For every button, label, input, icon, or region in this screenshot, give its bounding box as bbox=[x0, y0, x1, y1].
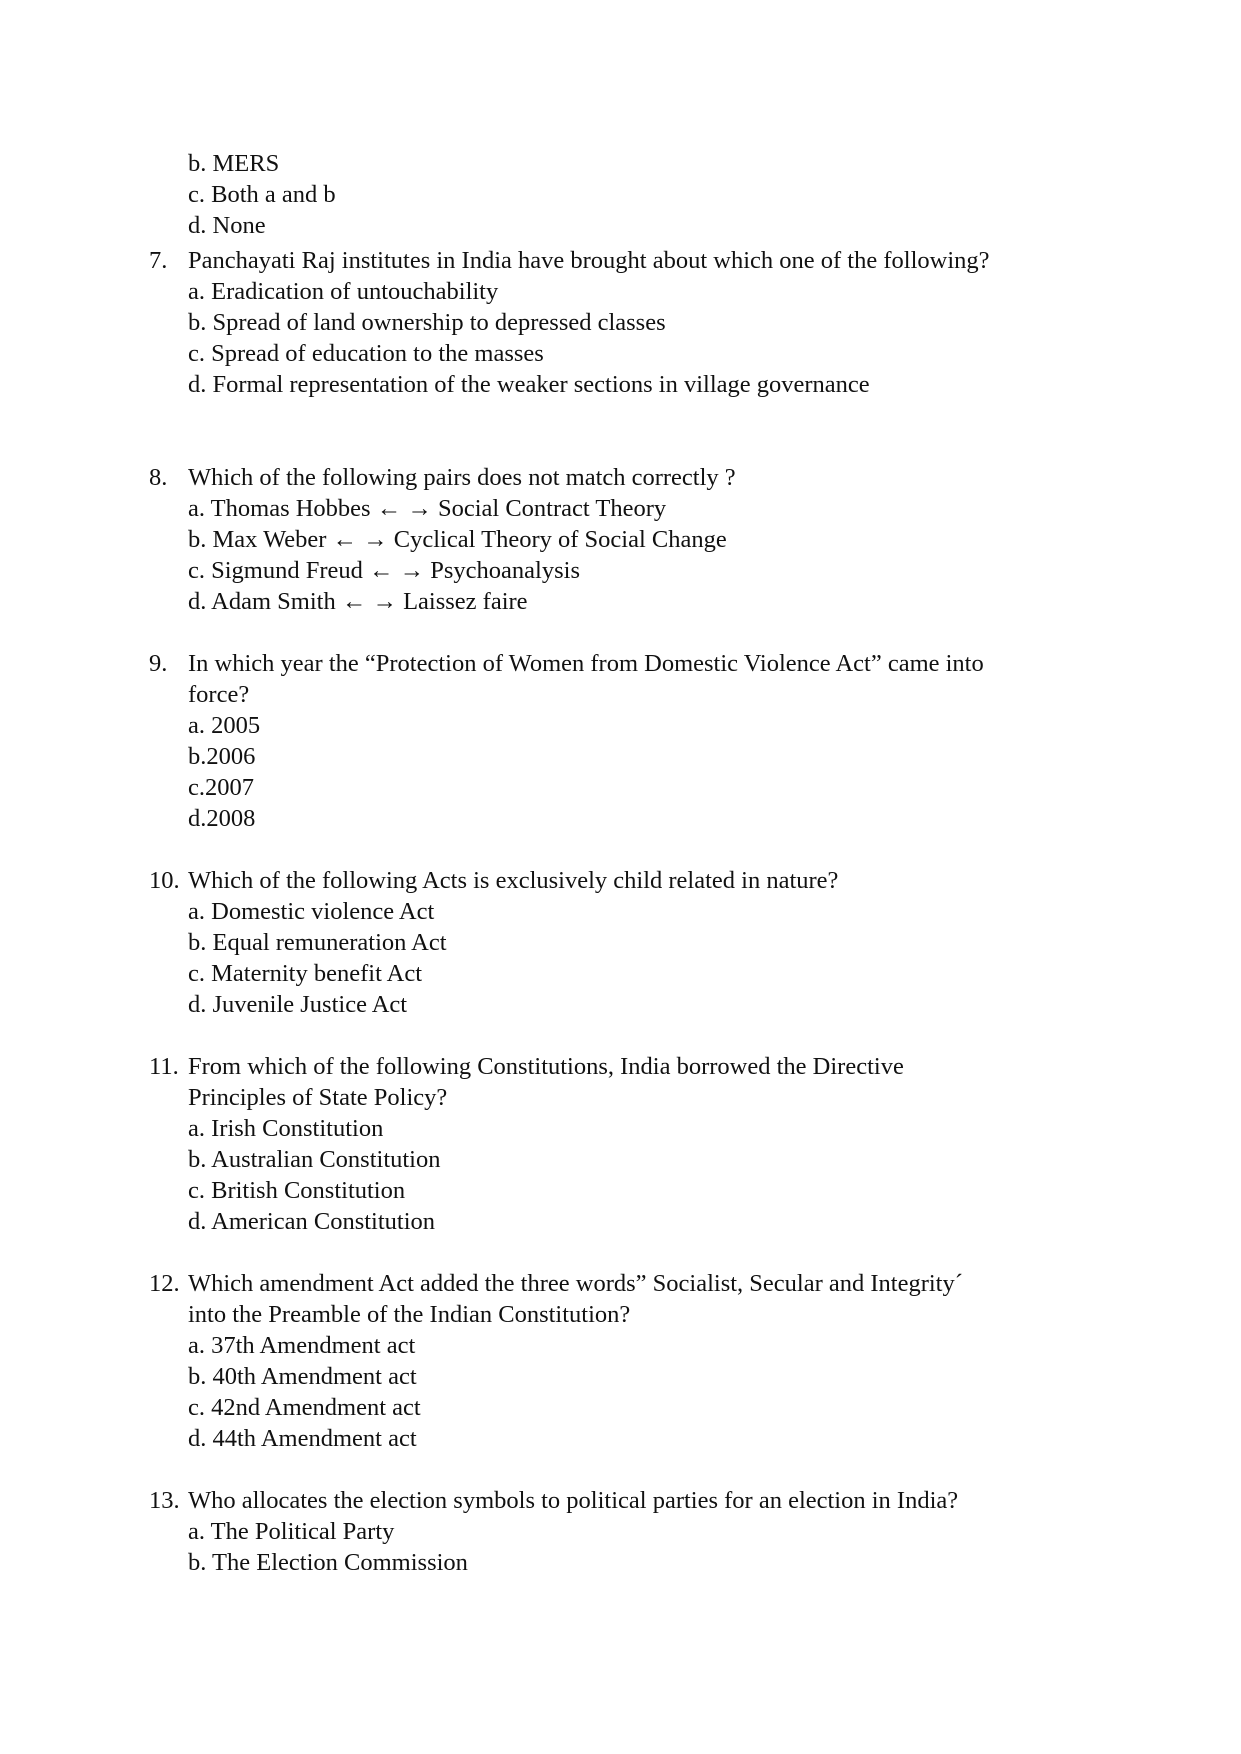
option: b. Australian Constitution bbox=[188, 1146, 441, 1173]
option: d. Formal representation of the weaker sections in village governance bbox=[188, 371, 870, 398]
question-text: force? bbox=[188, 681, 250, 708]
option: a. The Political Party bbox=[188, 1518, 395, 1545]
continued-options bbox=[188, 148, 336, 241]
question-text: Which of the following Acts is exclusively child related in nature? bbox=[188, 867, 839, 894]
option: d. American Constitution bbox=[188, 1208, 436, 1235]
option: b. Spread of land ownership to depressed classes bbox=[188, 309, 666, 336]
option: d. Adam Smith ← → Laissez faire bbox=[188, 588, 528, 615]
option: d.2008 bbox=[188, 805, 256, 832]
option: a. 37th Amendment act bbox=[188, 1332, 416, 1359]
question-text: Which amendment Act added the three words” Socialist, Secular and Integrity´ bbox=[188, 1270, 963, 1297]
question-body bbox=[188, 1268, 1118, 1454]
option: a. 2005 bbox=[188, 712, 261, 739]
question-text: Who allocates the election symbols to political parties for an election in India? bbox=[188, 1487, 959, 1514]
option: d. 44th Amendment act bbox=[188, 1425, 417, 1452]
question-number: 12. bbox=[149, 1270, 180, 1297]
option: b. The Election Commission bbox=[188, 1549, 468, 1576]
option: c. Spread of education to the masses bbox=[188, 340, 544, 367]
option: b.2006 bbox=[188, 743, 256, 770]
question-number: 13. bbox=[149, 1487, 180, 1514]
option: d. Juvenile Justice Act bbox=[188, 991, 408, 1018]
question-body bbox=[188, 462, 1118, 617]
question-number: 8. bbox=[149, 464, 168, 491]
question-text: Which of the following pairs does not match correctly ? bbox=[188, 464, 736, 491]
option: c. Maternity benefit Act bbox=[188, 960, 423, 987]
question-text: Principles of State Policy? bbox=[188, 1084, 448, 1111]
question-text: In which year the “Protection of Women from Domestic Violence Act” came into bbox=[188, 650, 984, 677]
question-number: 11. bbox=[149, 1053, 179, 1080]
option: b. Equal remuneration Act bbox=[188, 929, 447, 956]
question-body bbox=[188, 648, 1118, 834]
option: a. Domestic violence Act bbox=[188, 898, 435, 925]
question-number: 9. bbox=[149, 650, 168, 677]
option: d. None bbox=[188, 212, 266, 239]
question-number: 7. bbox=[149, 247, 168, 274]
question-text: From which of the following Constitutions, India borrowed the Directive bbox=[188, 1053, 904, 1080]
option: c.2007 bbox=[188, 774, 254, 801]
option: c. Sigmund Freud ← → Psychoanalysis bbox=[188, 557, 580, 584]
option: a. Eradication of untouchability bbox=[188, 278, 499, 305]
option: a. Irish Constitution bbox=[188, 1115, 384, 1142]
option: c. Both a and b bbox=[188, 181, 336, 208]
question-text: into the Preamble of the Indian Constitution? bbox=[188, 1301, 631, 1328]
option: b. MERS bbox=[188, 150, 280, 177]
option: c. British Constitution bbox=[188, 1177, 406, 1204]
question-body bbox=[188, 1485, 1118, 1578]
option: c. 42nd Amendment act bbox=[188, 1394, 421, 1421]
question-body bbox=[188, 1051, 1118, 1237]
option: a. Thomas Hobbes ← → Social Contract Theory bbox=[188, 495, 667, 522]
question-text: Panchayati Raj institutes in India have brought about which one of the following? bbox=[188, 247, 990, 274]
option: b. Max Weber ← → Cyclical Theory of Social Change bbox=[188, 526, 727, 553]
question-body bbox=[188, 245, 1118, 400]
question-body bbox=[188, 865, 1118, 1020]
question-number: 10. bbox=[149, 867, 180, 894]
option: b. 40th Amendment act bbox=[188, 1363, 417, 1390]
